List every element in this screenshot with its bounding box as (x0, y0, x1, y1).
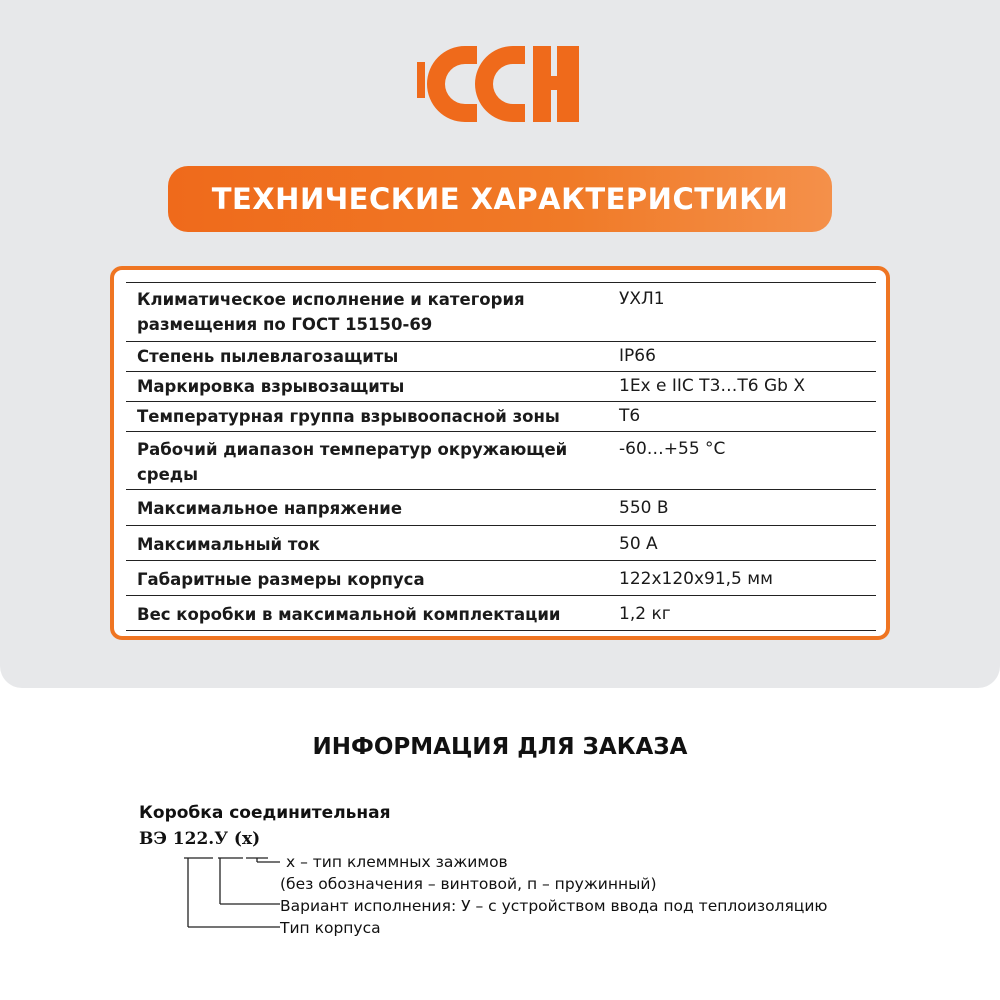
order-product-code: ВЭ 122.У (х) (139, 829, 261, 849)
spec-row (126, 432, 876, 490)
spec-row (126, 342, 876, 372)
spec-value: 50 А (619, 534, 658, 554)
spec-value: T6 (619, 406, 641, 426)
order-product-name: Коробка соединительная (139, 803, 391, 823)
spec-value: 1,2 кг (619, 604, 671, 624)
spec-label: Степень пылевлагозащиты (137, 347, 399, 366)
spec-label: Вес коробки в максимальной комплектации (137, 605, 561, 624)
spec-value: -60…+55 °C (619, 439, 726, 459)
cci-logo-icon (415, 42, 585, 126)
spec-row (126, 561, 876, 596)
spec-label: Максимальный ток (137, 535, 320, 554)
section-title: ТЕХНИЧЕСКИЕ ХАРАКТЕРИСТИКИ (211, 182, 789, 216)
spec-value: 122x120x91,5 мм (619, 569, 773, 589)
legend-housing: Тип корпуса (280, 919, 381, 937)
spec-row (126, 402, 876, 432)
section-title-banner (168, 166, 832, 232)
spec-row (126, 490, 876, 526)
spec-table-frame (110, 266, 890, 640)
spec-row (126, 596, 876, 631)
spec-table (126, 282, 876, 631)
spec-row (126, 372, 876, 402)
legend-terminal-type: х – тип клеммных зажимов (286, 853, 508, 871)
spec-value: IP66 (619, 346, 656, 366)
spec-value: 550 В (619, 498, 669, 518)
spec-label: Габаритные размеры корпуса (137, 570, 425, 589)
spec-label: Температурная группа взрывоопасной зоны (137, 407, 560, 426)
order-info-title: ИНФОРМАЦИЯ ДЛЯ ЗАКАЗА (312, 734, 688, 760)
spec-row (126, 526, 876, 561)
spec-label: Рабочий диапазон температур окружающей среды (137, 440, 568, 484)
spec-row (126, 282, 876, 342)
spec-value: 1Ex e IIC T3…T6 Gb X (619, 376, 806, 396)
spec-label: Климатическое исполнение и категория размещения по ГОСТ 15150-69 (137, 290, 525, 334)
spec-label: Маркировка взрывозащиты (137, 377, 405, 396)
spec-label: Максимальное напряжение (137, 499, 403, 518)
legend-variant: Вариант исполнения: У – с устройством ввода под теплоизоляцию (280, 897, 828, 915)
legend-terminal-type-note: (без обозначения – винтовой, п – пружинный) (280, 875, 657, 893)
spec-value: УХЛ1 (619, 289, 665, 309)
